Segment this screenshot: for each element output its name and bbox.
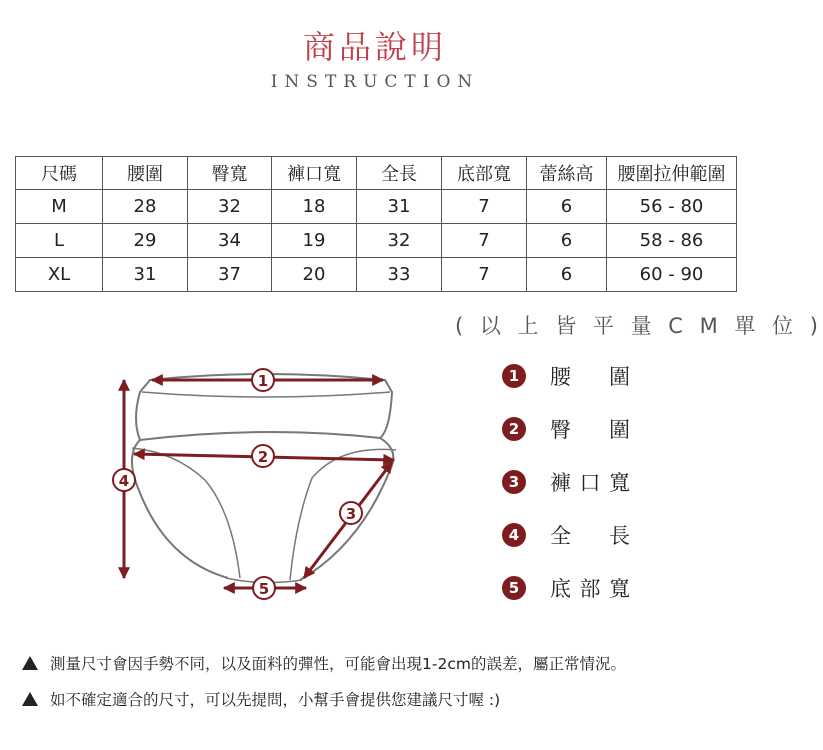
legend-label-char: 寬	[609, 576, 630, 601]
waistband-inner-line	[142, 392, 390, 397]
note-text: 如不確定適合的尺寸，可以先提問，小幫手會提供您建議尺寸喔 :)	[50, 691, 501, 709]
table-header-cell: 全長	[357, 157, 442, 190]
table-header-cell: 底部寬	[442, 157, 527, 190]
table-cell: 6	[527, 190, 607, 224]
table-header-row	[16, 157, 737, 190]
legend-label-char: 褲	[550, 470, 571, 495]
table-cell: 33	[357, 258, 442, 292]
table-header-cell: 臀寬	[188, 157, 272, 190]
legend-number-badge: 5	[502, 576, 526, 600]
page-subtitle: INSTRUCTION	[270, 72, 480, 92]
legend-label-char: 部	[579, 576, 601, 601]
table-cell: 56 - 80	[607, 190, 737, 224]
page-title: 商品說明	[302, 28, 447, 66]
table-cell: 7	[442, 190, 527, 224]
table-header-cell: 尺碼	[16, 157, 103, 190]
table-cell: 28	[103, 190, 188, 224]
note-text: 測量尺寸會因手勢不同，以及面料的彈性，可能會出現1-2cm的誤差，屬正常情況。	[50, 655, 626, 673]
table-row	[16, 190, 737, 224]
legend-number-badge: 3	[502, 470, 526, 494]
table-cell: 6	[527, 224, 607, 258]
note-item	[22, 650, 626, 676]
legend-label-char: 圍	[609, 417, 630, 442]
table-cell: 7	[442, 258, 527, 292]
legend-label-char: 長	[609, 523, 630, 548]
table-header-cell: 褲口寬	[272, 157, 357, 190]
table-cell: 29	[103, 224, 188, 258]
size-table	[15, 156, 737, 292]
marker-2	[252, 445, 274, 467]
legend-label	[550, 520, 630, 550]
marker-4-label: 4	[118, 472, 130, 490]
marker-5	[253, 577, 275, 599]
marker-1-label: 1	[257, 372, 269, 390]
left-leg-outline	[132, 440, 228, 578]
measurement-arrows	[124, 380, 394, 588]
legend-label-char: 圍	[609, 364, 630, 389]
legend-item-gusset	[502, 574, 630, 601]
legend-number-badge: 2	[502, 417, 526, 441]
legend-label	[550, 414, 630, 444]
table-cell: 19	[272, 224, 357, 258]
legend-item-waist	[502, 362, 630, 389]
legend-label-char: 全	[550, 523, 571, 548]
measurement-legend	[502, 362, 630, 627]
legend-label-char: 寬	[609, 470, 630, 495]
unit-note: ( 以 上 皆 平 量 C M 單 位 )	[455, 314, 823, 338]
table-cell: 32	[357, 224, 442, 258]
legend-number-badge: 4	[502, 523, 526, 547]
table-cell: 31	[103, 258, 188, 292]
legend-label	[550, 361, 630, 391]
marker-3	[340, 502, 362, 524]
marker-5-label: 5	[258, 580, 270, 598]
marker-4	[113, 469, 135, 491]
legend-label	[550, 573, 630, 603]
legend-label-char: 臀	[550, 417, 571, 442]
measurement-diagram	[0, 340, 460, 610]
table-cell: 34	[188, 224, 272, 258]
table-cell: 37	[188, 258, 272, 292]
legend-item-hip	[502, 415, 630, 442]
table-cell: 60 - 90	[607, 258, 737, 292]
legend-label-char: 底	[550, 576, 571, 601]
table-cell: 32	[188, 190, 272, 224]
legend-label	[550, 467, 630, 497]
table-cell: 18	[272, 190, 357, 224]
underwear-outline	[132, 374, 396, 583]
legend-number-badge: 1	[502, 364, 526, 388]
triangle-bullet-icon	[22, 692, 38, 706]
table-cell: M	[16, 190, 103, 224]
marker-2-label: 2	[257, 448, 269, 466]
marker-3-label: 3	[345, 505, 357, 523]
legend-label-char: 口	[579, 470, 601, 495]
table-cell: L	[16, 224, 103, 258]
legend-item-leg-opening	[502, 468, 630, 495]
table-cell: 20	[272, 258, 357, 292]
notes-section	[22, 650, 626, 722]
table-cell: 6	[527, 258, 607, 292]
table-row	[16, 258, 737, 292]
legend-label-char: 腰	[550, 364, 571, 389]
table-cell: 31	[357, 190, 442, 224]
table-header-cell: 腰圍	[103, 157, 188, 190]
table-cell: 58 - 86	[607, 224, 737, 258]
table-cell: XL	[16, 258, 103, 292]
triangle-bullet-icon	[22, 656, 38, 670]
table-header-cell: 蕾絲高	[527, 157, 607, 190]
legend-item-length	[502, 521, 630, 548]
table-header-cell: 腰圍拉伸範圍	[607, 157, 737, 190]
note-item	[22, 686, 626, 712]
table-row	[16, 224, 737, 258]
table-cell: 7	[442, 224, 527, 258]
marker-1	[252, 369, 274, 391]
